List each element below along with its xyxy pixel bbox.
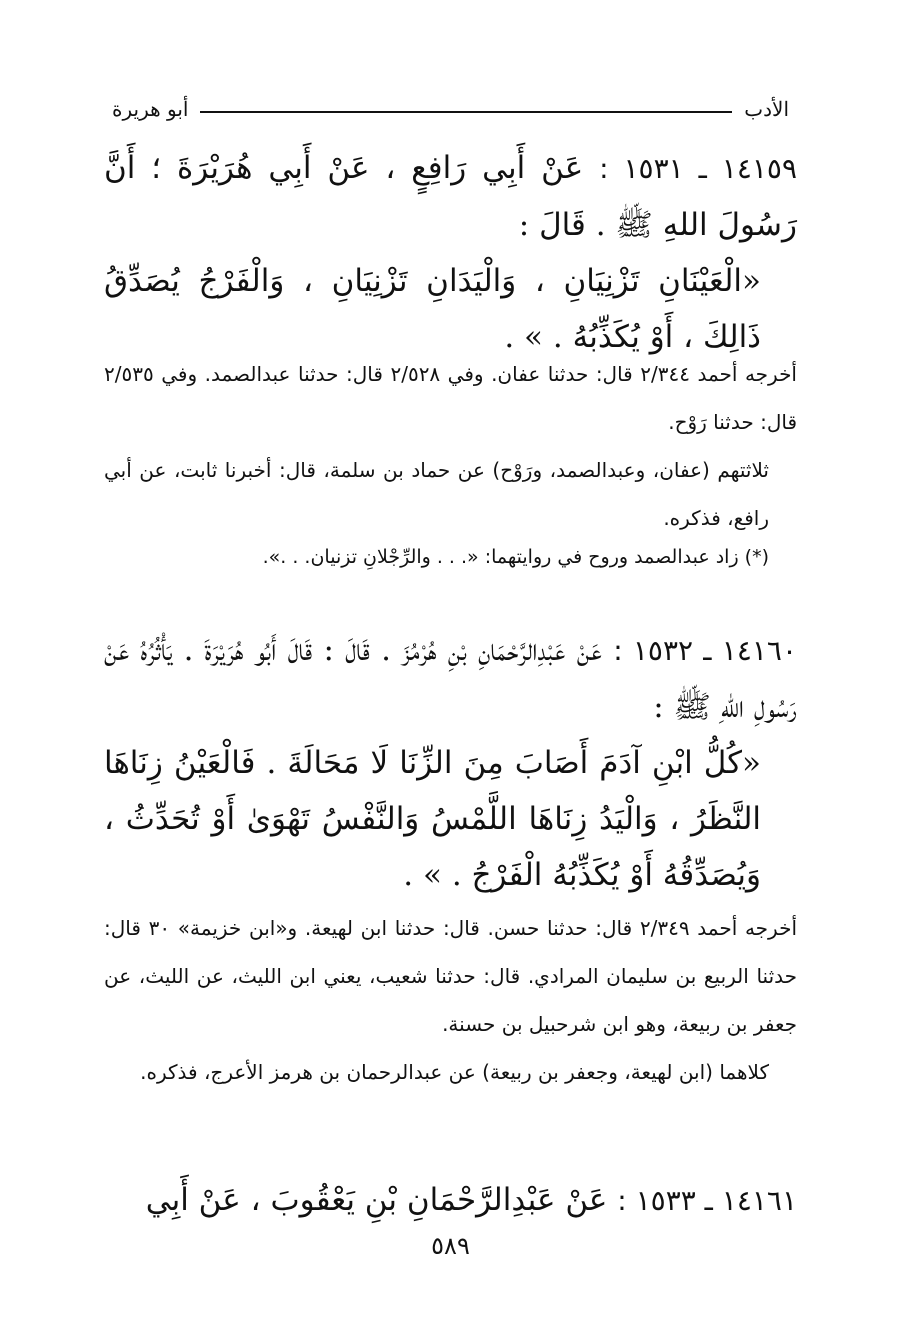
takhrij-14159 <box>104 350 797 542</box>
takhrij-paragraph: أخرجه أحمد ٢/٣٤٤ قال: حدثنا عفان. وفي ٢/٥٢٨ قال: حدثنا عبدالصمد. وفي ٢/٥٣٥ قال: حدثنا رَوْح. <box>104 362 797 434</box>
hadith-14159 <box>104 140 797 365</box>
header-rule <box>200 111 732 113</box>
hadith-number: ١٤١٥٩ ـ ١٥٣١ : <box>599 152 797 185</box>
narrator-name: أبو هريرة <box>112 97 189 121</box>
footnote-14159 <box>104 540 797 574</box>
hadith-matn: «كُلُّ ابْنِ آدَمَ أَصَابَ مِنَ الزِّنَا لَا مَحَالَةَ . فَالْعَيْنُ زِنَاهَا النَّظَرُ ، وَالْيَدُ زِنَاهَا اللَّمْسُ وَالنَّفْسُ تَهْوَىٰ أَوْ تُحَدِّثُ ، وَيُصَدِّقُهُ أَوْ يُكَذِّبُهُ الْفَرْجُ . » . <box>104 745 761 893</box>
hadith-matn: «الْعَيْنَانِ تَزْنِيَانِ ، وَالْيَدَانِ تَزْنِيَانِ ، وَالْفَرْجُ يُصَدِّقُ ذَالِكَ ، أَوْ يُكَذِّبُهُ . » . <box>104 263 761 355</box>
takhrij-paragraph: ثلاثتهم (عفان، وعبدالصمد، ورَوْح) عن حماد بن سلمة، قال: أخبرنا ثابت، عن أبي رافع، فذكره. <box>104 458 769 530</box>
takhrij-paragraph: كلاهما (ابن لهيعة، وجعفر بن ربيعة) عن عبدالرحمان بن هرمز الأعرج، فذكره. <box>140 1060 769 1084</box>
page-number: ٥٨٩ <box>431 1232 470 1260</box>
hadith-isnad: عَنْ أَبِي رَافِعٍ ، عَنْ أَبِي هُرَيْرَةَ ؛ أَنَّ رَسُولَ اللهِ ﷺ . قَالَ : <box>104 150 797 243</box>
hadith-isnad: عَنْ عَبْدِالرَّحْمَانِ بْنِ هُرْمُزَ . قَالَ : قَالَ أَبُو هُرَيْرَةَ . يَأْثُرُهُ عَنْ رَسُولِ اللهِ ﷺ : <box>104 632 797 725</box>
hadith-14160 <box>104 622 797 903</box>
chapter-title: الأدب <box>744 97 789 121</box>
takhrij-14160 <box>104 904 797 1096</box>
hadith-isnad: عَنْ عَبْدِالرَّحْمَانِ بْنِ يَعْقُوبَ ، عَنْ أَبِي <box>145 1182 608 1218</box>
takhrij-paragraph: أخرجه أحمد ٢/٣٤٩ قال: حدثنا حسن. قال: حدثنا ابن لهيعة. و«ابن خزيمة» ٣٠ قال: حدثنا الربيع بن سليمان المرادي. قال: حدثنا شعيب، يعني ابن الليث، عن الليث، عن جعفر بن ربيعة، وهو ابن شرحبيل بن حسنة. <box>104 916 798 1036</box>
hadith-14161 <box>104 1172 797 1229</box>
hadith-number: ١٤١٦١ ـ ١٥٣٣ : <box>617 1184 797 1217</box>
hadith-number: ١٤١٦٠ ـ ١٥٣٢ : <box>613 634 797 667</box>
footnote-text: (*) زاد عبدالصمد وروح في روايتهما: «. . . والرِّجْلانِ تزنيان. . .». <box>262 546 769 568</box>
running-header <box>112 94 789 124</box>
